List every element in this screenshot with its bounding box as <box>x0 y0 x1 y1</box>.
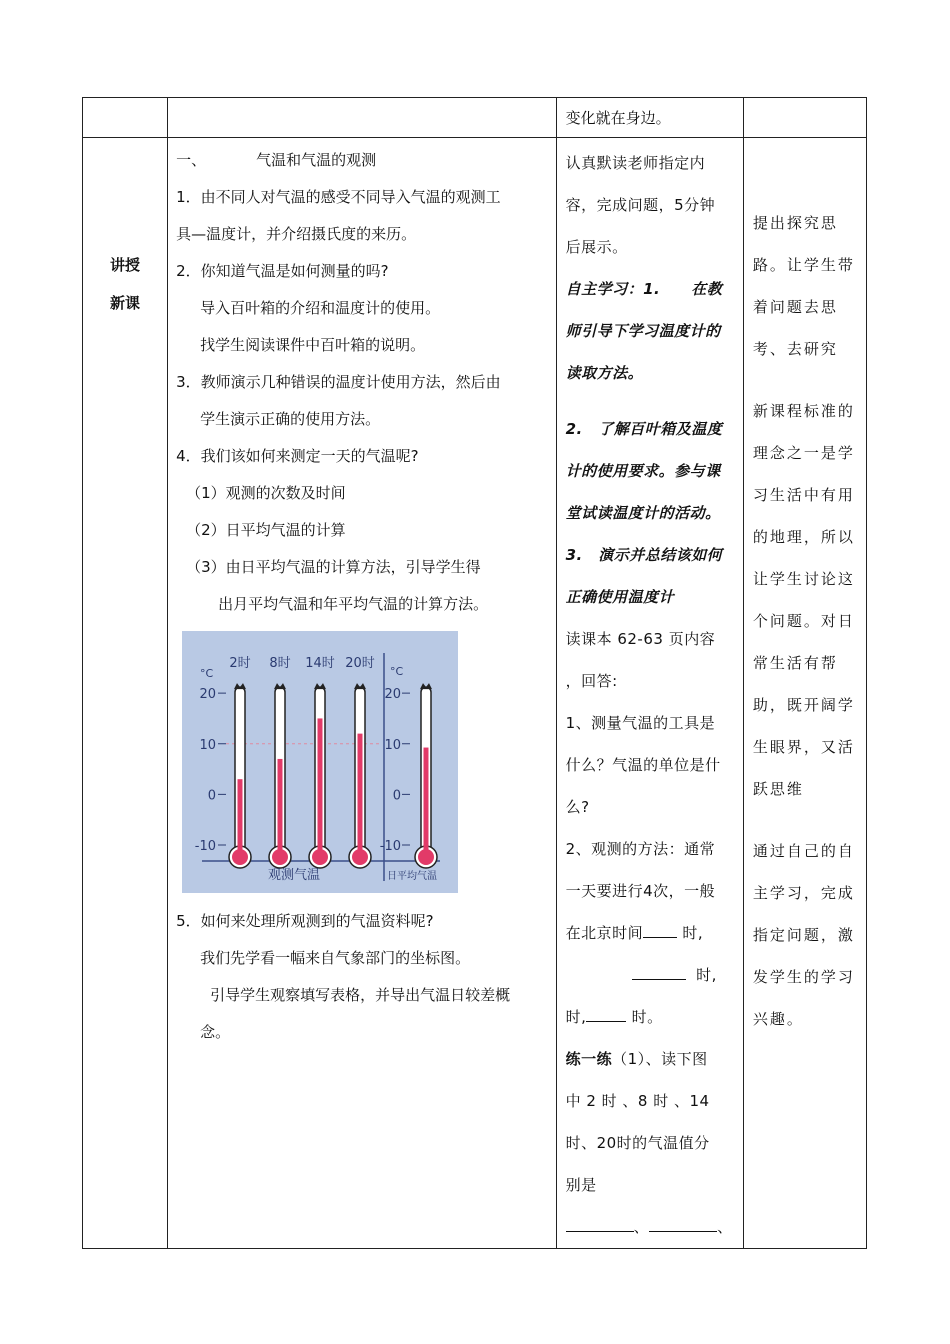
unit-label-left: °C <box>200 667 214 680</box>
caption-observed: 观测气温 <box>268 868 321 883</box>
tick-label: 10 <box>199 737 217 753</box>
fill-in-line: 时, <box>566 954 737 996</box>
blank-field[interactable] <box>586 1006 626 1022</box>
fill-in-line: 在北京时间 时, <box>565 924 704 942</box>
tick-label: 20 <box>199 687 217 703</box>
teacher-activity-cell <box>168 138 556 1249</box>
design-intent: 提出探究思 路。让学生带 着问题去思 考、去研究 新课程标准的 理念之一是学 习生活中有用 的地理，所以 让学生讨论这 个问题。对日 常生活有帮 助，既开阔学 生眼界，又活 跃思维 通过自己的自 主学习，完成 指定问题，激 发学生的学习 兴趣。 <box>752 214 855 1028</box>
table-row <box>83 98 867 138</box>
cell-empty <box>743 98 866 138</box>
fill-in-line: 、 、 <box>566 1206 737 1248</box>
tick-label: -10 <box>194 839 217 854</box>
heading: 一、 气温和气温的观测 <box>176 151 377 169</box>
thermometer-3-mercury <box>358 734 363 857</box>
blank-field[interactable] <box>643 922 677 938</box>
thermometer-1-mercury <box>278 759 283 857</box>
time-label: 8时 <box>269 656 291 671</box>
thermometer-average-mercury <box>424 748 429 857</box>
blank-field[interactable] <box>632 964 686 980</box>
tick-label: 0 <box>392 788 402 804</box>
section-label-cell <box>83 138 168 1249</box>
blank-field[interactable] <box>566 1216 634 1232</box>
design-intent-cell <box>743 138 866 1249</box>
lesson-plan-table <box>82 97 867 1249</box>
tick-label: 10 <box>384 737 402 753</box>
tick-label: 0 <box>207 788 217 804</box>
time-label: 14时 <box>305 656 335 671</box>
student-activity: 认真默读老师指定内 容，完成问题，5分钟 后展示。 自主学习：1. 在教 师引导下学习温度计的 读取方法。 2. 了解百叶箱及温度 计的使用要求。参与课 堂试读温度计的活动。 3. 演示并总结该如何 正确使用温度计 读课本 62-63 页内容 ，回答: 1、测量气温的工具是 什么？气温的单位是什 么? 2、观测的方法：通常 一天要进行4次，一般 在北京时间 时, 时, 时, 时。 练一练（1）、读下图 中 2 时 、8 时 、14 时、20时的气温值分 别是 、 、 <box>557 138 743 1248</box>
thermometer-figure <box>182 631 458 893</box>
unit-label-right: °C <box>390 665 404 678</box>
thermometer-diagram <box>182 631 458 893</box>
caption-average: 日平均气温 <box>387 871 438 882</box>
tick-label: 20 <box>384 687 402 703</box>
cell-empty <box>168 98 556 138</box>
fill-in-line: 时, 时。 <box>565 1008 663 1026</box>
teacher-activity: 一、 气温和气温的观测 1．由不同人对气温的感受不同导入气温的观测工 具—温度计，并介绍摄氏度的来历。 2．你知道气温是如何测量的吗? 导入百叶箱的介绍和温度计的使用。 找学生阅读课件中百叶箱的说明。 3．教师演示几种错误的温度计使用方法，然后由 学生演示正确的使用方法。 4．我们该如何来测定一天的气温呢? （1）观测的次数及时间 （2）日平均气温的计算 （3）由日平均气温的计算方法，引导学生得 出月平均气温和年平均气温的计算方法。 °C °C 20 20 10 10 0 0 -10 -10 2时 8时 14时 20时 观测气温 日平均气温 5．如何来处理所观测到的气温资料呢? 我们先学看一幅来自气象部门的坐标图。 引导学生观察填写表格，并导出气温日较差概 念。 <box>168 138 555 1051</box>
thermometer-2-mercury <box>318 718 323 857</box>
tick-label: -10 <box>379 839 402 854</box>
time-label: 2时 <box>229 656 251 671</box>
table-row <box>83 138 867 1249</box>
thermometer-0-mercury <box>238 779 243 857</box>
section-label: 讲授 新课 <box>110 256 141 312</box>
cell-empty <box>83 98 168 138</box>
cell-previous-text <box>556 98 743 138</box>
blank-field[interactable] <box>649 1216 717 1232</box>
time-label: 20时 <box>345 656 375 671</box>
student-activity-cell <box>556 138 743 1249</box>
previous-text: 变化就在身边。 <box>565 109 671 127</box>
